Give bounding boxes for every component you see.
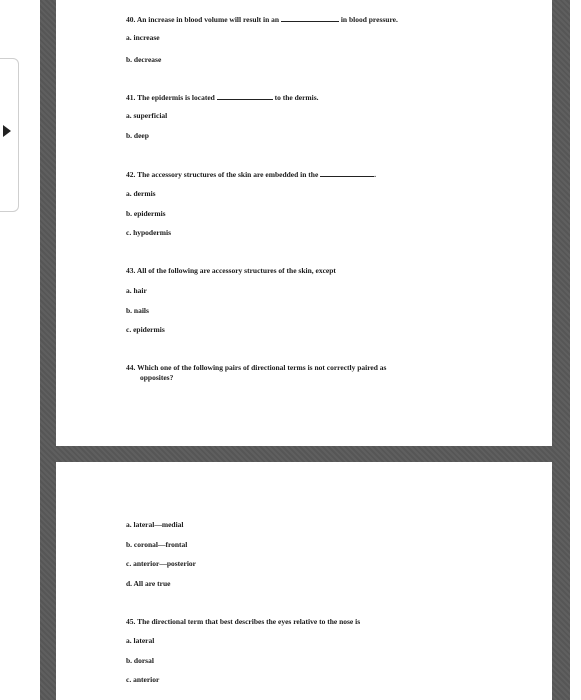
option-44b: b. coronal—frontal — [126, 540, 188, 549]
option-44d: d. All are true — [126, 579, 171, 588]
document-page-2 — [56, 462, 552, 700]
option-43c: c. epidermis — [126, 325, 165, 334]
option-42b: b. epidermis — [126, 209, 166, 218]
option-43b: b. nails — [126, 306, 149, 315]
option-42a: a. dermis — [126, 189, 156, 198]
question-44-line1: 44. Which one of the following pairs of directional terms is not correctly paired as — [126, 363, 387, 372]
question-40 — [126, 14, 398, 25]
answer-blank — [217, 92, 273, 100]
question-41 — [126, 92, 319, 103]
option-45a: a. lateral — [126, 636, 155, 645]
question-42-text: 42. The accessory structures of the skin are embedded in the — [126, 170, 319, 179]
play-arrow-icon[interactable] — [3, 125, 11, 137]
document-viewer[interactable] — [40, 0, 570, 700]
option-42c: c. hypodermis — [126, 228, 171, 237]
option-41a: a. superficial — [126, 111, 168, 120]
question-40-text: 40. An increase in blood volume will result in an — [126, 15, 280, 24]
option-44a: a. lateral—medial — [126, 520, 184, 529]
document-page-1 — [56, 0, 552, 446]
option-40a: a. increase — [126, 33, 160, 42]
question-45: 45. The directional term that best describes the eyes relative to the nose is — [126, 617, 361, 626]
option-44c: c. anterior—posterior — [126, 559, 196, 568]
option-45c: c. anterior — [126, 675, 160, 684]
question-42 — [126, 169, 376, 180]
option-40b: b. decrease — [126, 55, 162, 64]
question-44-line2: opposites? — [140, 373, 174, 382]
question-43: 43. All of the following are accessory structures of the skin, except — [126, 266, 336, 275]
question-41-text: 41. The epidermis is located — [126, 93, 215, 102]
answer-blank — [320, 169, 377, 179]
option-45b: b. dorsal — [126, 656, 154, 665]
question-42-suffix: . — [374, 170, 377, 179]
question-41-suffix: to the dermis. — [274, 93, 319, 102]
option-43a: a. hair — [126, 286, 147, 295]
question-40-suffix: in blood pressure. — [340, 15, 398, 24]
answer-blank — [281, 14, 339, 22]
option-41b: b. deep — [126, 131, 149, 140]
